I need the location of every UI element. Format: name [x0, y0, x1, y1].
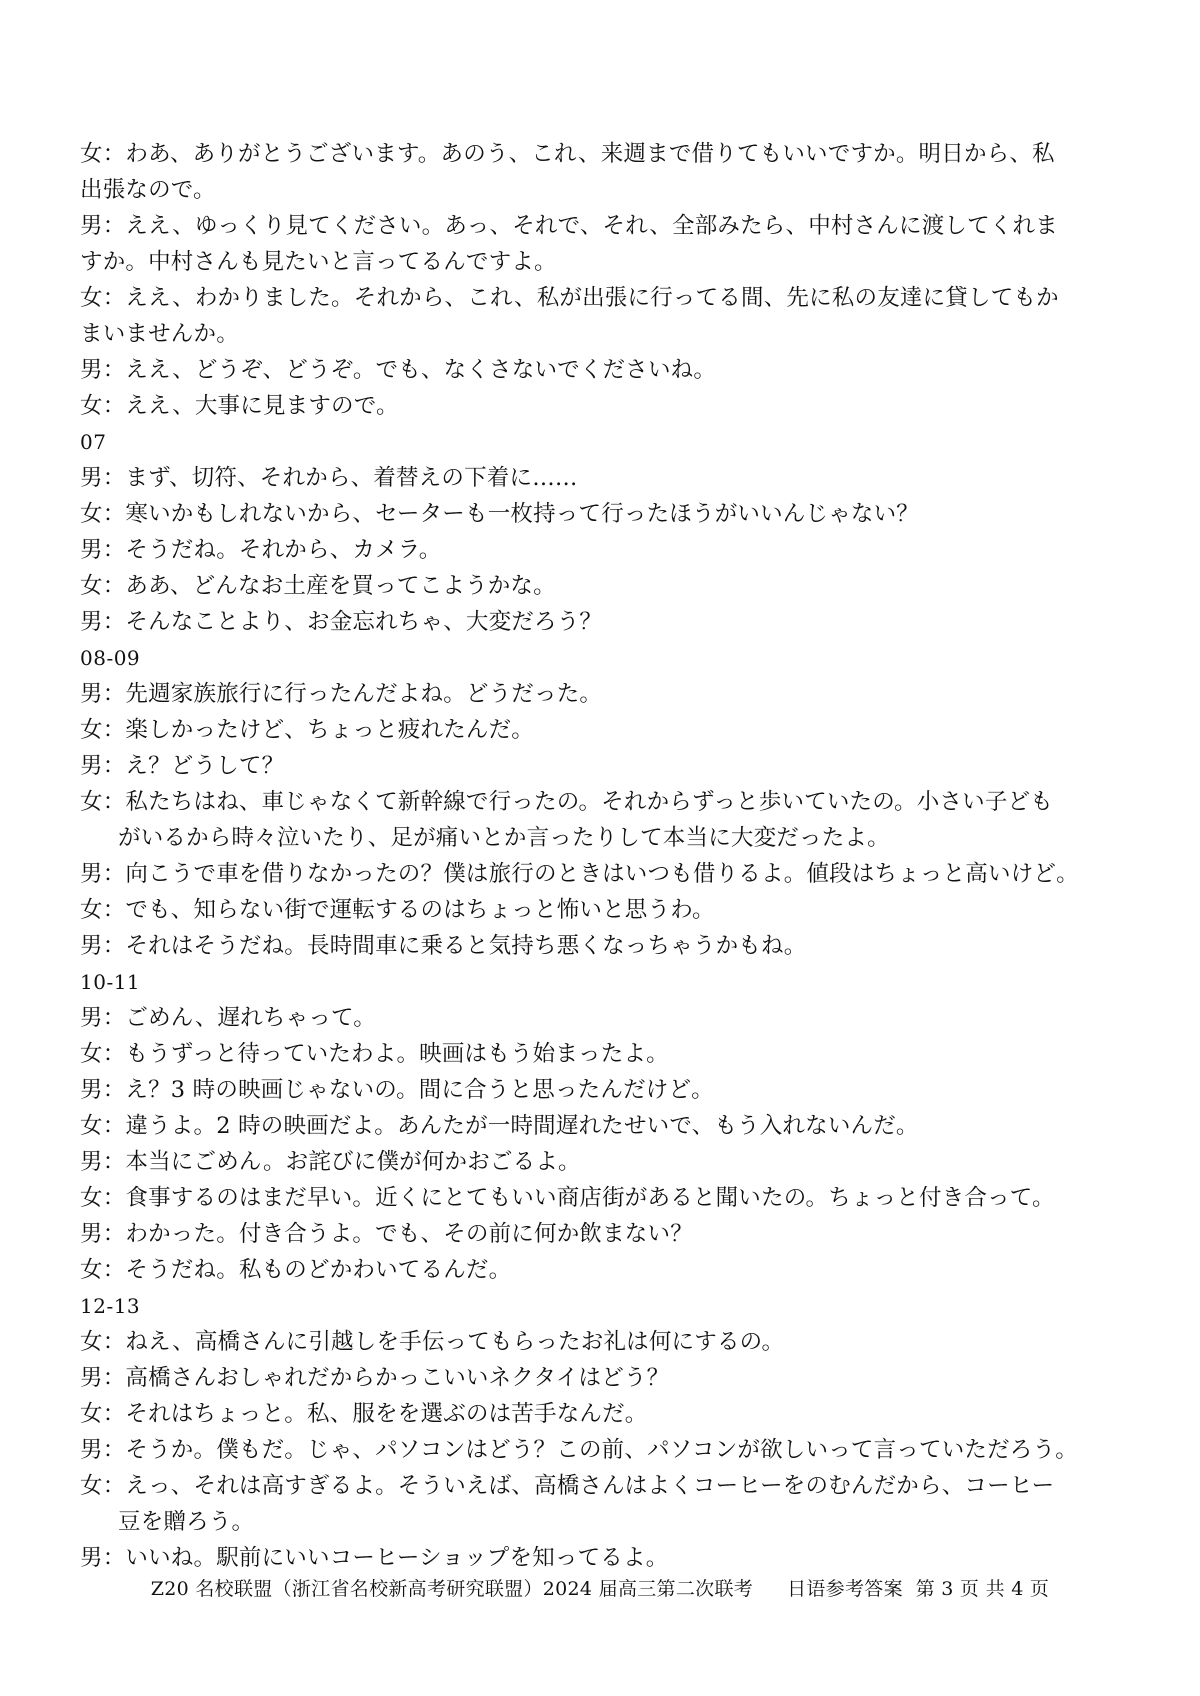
dialogue-line: 女：えっ、それは高すぎるよ。そういえば、高橋さんはよくコーヒーをのむんだから、コーヒー: [80, 1473, 1055, 1499]
dialogue-line: 男：それはそうだね。長時間車に乗ると気持ち悪くなっちゃうかもね。: [80, 933, 807, 959]
footer-exam-title: Z20 名校联盟（浙江省名校新高考研究联盟）2024 届高三第二次联考: [150, 1578, 754, 1600]
dialogue-line: 男：本当にごめん。お詫びに僕が何かおごるよ。: [80, 1149, 581, 1175]
dialogue-line: 女：ああ、どんなお土産を買ってこようかな。: [80, 573, 556, 599]
dialogue-line-continuation: がいるから時々泣いたり、足が痛いとか言ったりして本当に大変だったよ。: [118, 825, 890, 851]
footer-page-number: 第 3 页 共 4 页: [915, 1578, 1050, 1600]
dialogue-line: 女：私たちはね、車じゃなくて新幹線で行ったの。それからずっと歩いていたの。小さい子ども: [80, 789, 1053, 815]
dialogue-line-continuation: 豆を贈ろう。: [118, 1509, 255, 1535]
dialogue-line: 男：まず、切符、それから、着替えの下着に……: [80, 465, 578, 491]
dialogue-line: 女：食事するのはまだ早い。近くにとてもいい商店街があると聞いたの。ちょっと付き合って。: [80, 1185, 1055, 1211]
dialogue-line: 男：え？どうして？: [80, 753, 285, 779]
section-number: 12-13: [80, 1294, 141, 1318]
dialogue-line: 女：楽しかったけど、ちょっと疲れたんだ。: [80, 717, 535, 743]
dialogue-line: 男：そうだね。それから、カメラ。: [80, 537, 442, 563]
footer-subject: 日语参考答案: [787, 1578, 903, 1600]
dialogue-line-continuation: すか。中村さんも見たいと言ってるんですよ。: [80, 249, 557, 275]
dialogue-line: 男：ええ、どうぞ、どうぞ。でも、なくさないでくださいね。: [80, 357, 717, 383]
dialogue-line-continuation: 出張なので。: [80, 177, 216, 203]
dialogue-line: 男：え？3 時の映画じゃないの。間に合うと思ったんだけど。: [80, 1077, 714, 1103]
dialogue-line: 男：そんなことより、お金忘れちゃ、大変だろう？: [80, 609, 603, 635]
dialogue-line: 男：高橋さんおしゃれだからかっこいいネクタイはどう？: [80, 1365, 670, 1391]
dialogue-line: 女：もうずっと待っていたわよ。映画はもう始まったよ。: [80, 1041, 669, 1067]
dialogue-line: 女：ねえ、高橋さんに引越しを手伝ってもらったお礼は何にするの。: [80, 1329, 785, 1355]
dialogue-line: 女：寒いかもしれないから、セーターも一枚持って行ったほうがいいんじゃない？: [80, 501, 920, 527]
dialogue-line: 男：向こうで車を借りなかったの？僕は旅行のときはいつも借りるよ。値段はちょっと高いけど。: [80, 861, 1079, 887]
dialogue-line: 男：ごめん、遅れちゃって。: [80, 1005, 377, 1031]
dialogue-line: 女：ええ、わかりました。それから、これ、私が出張に行ってる間、先に私の友達に貸してもか: [80, 285, 1059, 311]
dialogue-line: 女：そうだね。私ものどかわいてるんだ。: [80, 1257, 512, 1283]
dialogue-line: 女：でも、知らない街で運転するのはちょっと怖いと思うわ。: [80, 897, 715, 923]
section-number: 07: [80, 430, 107, 454]
dialogue-line: 男：ええ、ゆっくり見てください。あっ、それで、それ、全部みたら、中村さんに渡してくれま: [80, 213, 1058, 239]
dialogue-line: 男：そうか。僕もだ。じゃ、パソコンはどう？この前、パソコンが欲しいって言っていただろう。: [80, 1437, 1078, 1463]
dialogue-line: 女：違うよ。2 時の映画だよ。あんたが一時間遅れたせいで、もう入れないんだ。: [80, 1113, 919, 1139]
dialogue-line: 女：それはちょっと。私、服をを選ぶのは苦手なんだ。: [80, 1401, 648, 1427]
section-number: 08-09: [80, 646, 141, 670]
dialogue-line: 女：ええ、大事に見ますので。: [80, 393, 399, 419]
document-body: [80, 136, 1130, 1576]
section-number: 10-11: [80, 970, 141, 994]
dialogue-line-continuation: まいませんか。: [80, 321, 239, 347]
dialogue-line: 女：わあ、ありがとうございます。あのう、これ、来週まで借りてもいいですか。明日から、私: [80, 141, 1055, 167]
page-footer: [0, 1574, 1200, 1601]
dialogue-line: 男：わかった。付き合うよ。でも、その前に何か飲まない？: [80, 1221, 693, 1247]
dialogue-line: 男：先週家族旅行に行ったんだよね。どうだった。: [80, 681, 603, 707]
dialogue-line: 男：いいね。駅前にいいコーヒーショップを知ってるよ。: [80, 1545, 669, 1571]
